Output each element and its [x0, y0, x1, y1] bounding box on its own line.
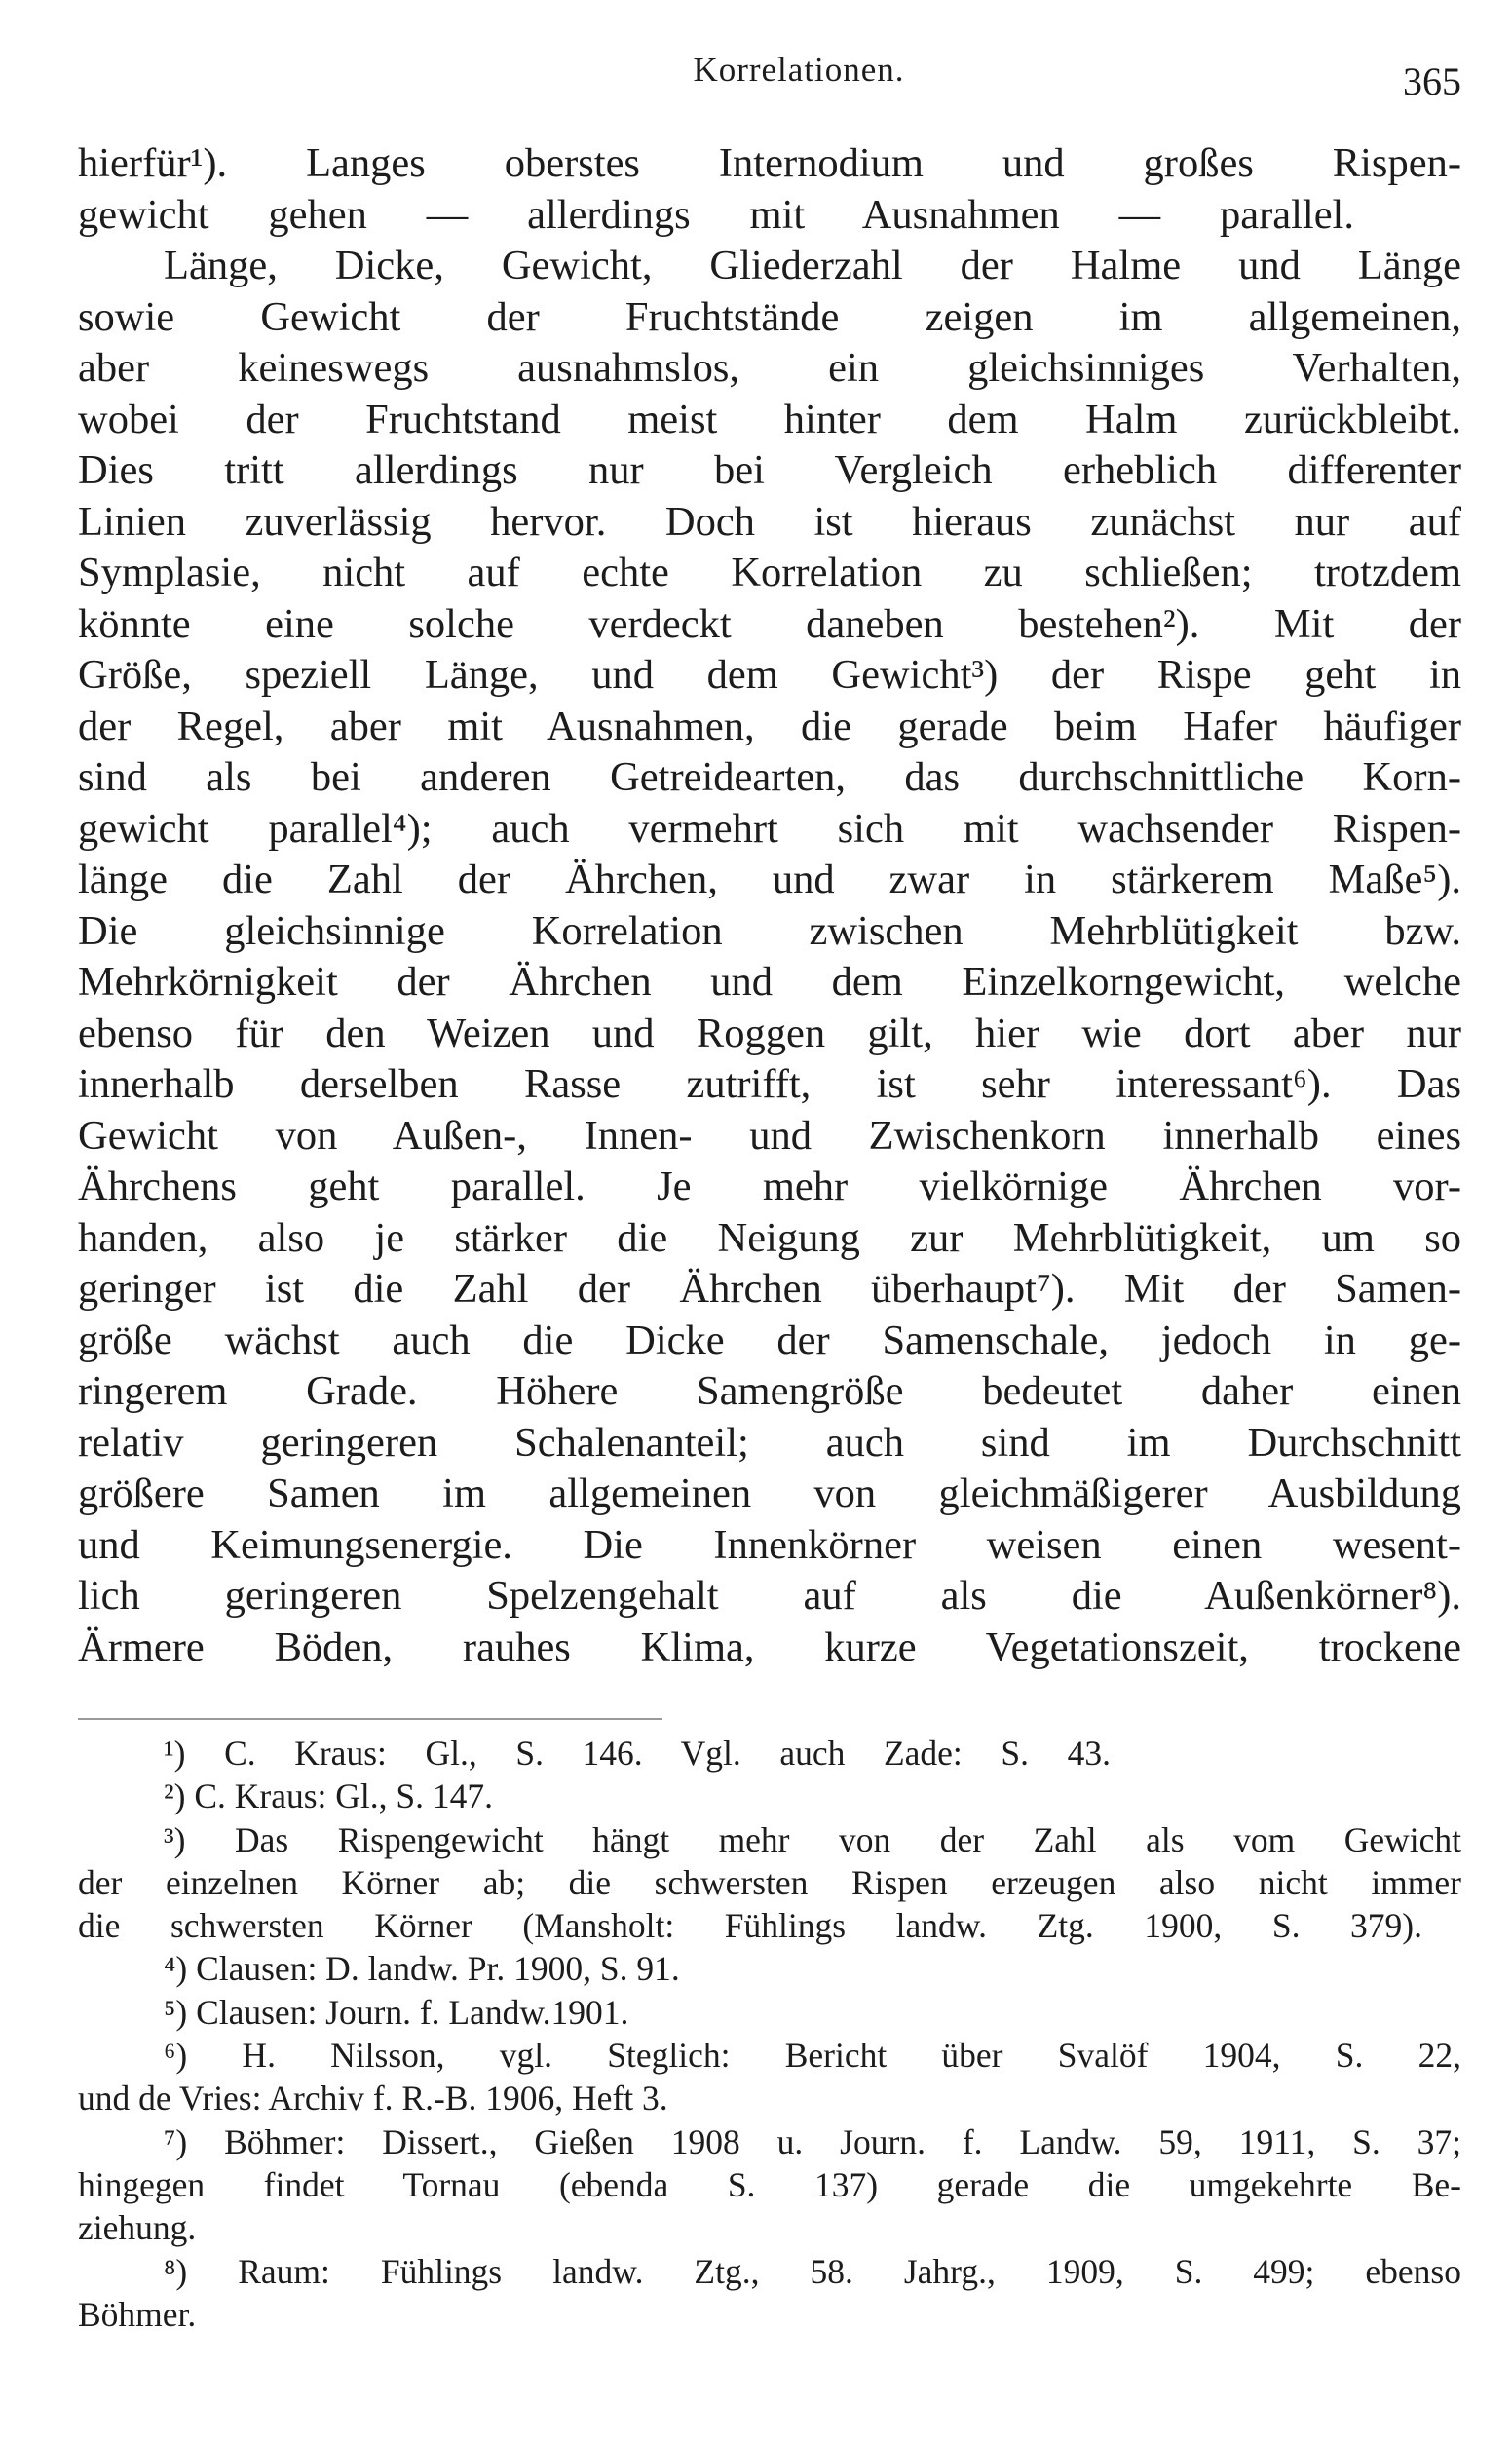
text-line: sowie Gewicht der Fruchtstände zeigen im allgemeinen, [78, 293, 1461, 340]
footnote-line: ziehung. [78, 2208, 197, 2248]
page-header [78, 51, 1461, 109]
footnote-divider [78, 1718, 662, 1720]
text-line: Gewicht von Außen-, Innen- und Zwischenkorn innerhalb eines [78, 1112, 1461, 1159]
text-line: größere Samen im allgemeinen von gleichmäßigerer Ausbildung [78, 1470, 1461, 1516]
body-text [78, 138, 1461, 1673]
text-line: Linien zuverlässig hervor. Doch ist hieraus zunächst nur auf [78, 498, 1461, 545]
text-line: Ährchens geht parallel. Je mehr vielkörnige Ährchen vor- [78, 1164, 1461, 1209]
footnote-line: ⁴) Clausen: D. landw. Pr. 1900, S. 91. [164, 1949, 680, 1989]
text-line: innerhalb derselben Rasse zutrifft, ist sehr interessant⁶). Das [78, 1061, 1461, 1107]
text-line: ebenso für den Weizen und Roggen gilt, hier wie dort aber nur [78, 1010, 1461, 1056]
running-title: Korrelationen. [693, 51, 905, 89]
text-line: handen, also je stärker die Neigung zur Mehrblütigkeit, um so [78, 1214, 1461, 1261]
footnote-line: hingegen findet Tornau (ebenda S. 137) gerade die umgekehrte Be- [78, 2164, 1461, 2204]
text-line: Symplasie, nicht auf echte Korrelation zu schließen; trotzdem [78, 550, 1461, 595]
footnote-line: und de Vries: Archiv f. R.-B. 1906, Heft 3. [78, 2079, 668, 2119]
text-line: lich geringeren Spelzengehalt auf als die Außenkörner⁸). [78, 1573, 1461, 1619]
text-line: geringer ist die Zahl der Ährchen überhaupt⁷). Mit der Samen- [78, 1266, 1461, 1312]
text-line: Ärmere Böden, rauhes Klima, kurze Vegetationszeit, trockene [78, 1623, 1461, 1670]
footnote-line: ⁸) Raum: Fühlings landw. Ztg., 58. Jahrg., 1909, S. 499; ebenso [164, 2251, 1461, 2291]
footnote-line: ⁷) Böhmer: Dissert., Gießen 1908 u. Journ. f. Landw. 59, 1911, S. 37; [164, 2121, 1461, 2161]
text-line: Größe, speziell Länge, und dem Gewicht³) der Rispe geht in [78, 652, 1461, 698]
footnotes [78, 1732, 1461, 2336]
text-line: wobei der Fruchtstand meist hinter dem Halm zurückbleibt. [78, 396, 1461, 442]
footnote-line: ⁶) H. Nilsson, vgl. Steglich: Bericht über Svalöf 1904, S. 22, [164, 2036, 1461, 2076]
footnote-line: der einzelnen Körner ab; die schwersten Rispen erzeugen also nicht immer [78, 1862, 1461, 1902]
text-line: gewicht parallel⁴); auch vermehrt sich mit wachsender Rispen- [78, 805, 1461, 852]
text-line: ringerem Grade. Höhere Samengröße bedeutet daher einen [78, 1368, 1461, 1414]
text-line: sind als bei anderen Getreidearten, das durchschnittliche Korn- [78, 754, 1461, 800]
footnote-line: Böhmer. [78, 2294, 197, 2334]
text-line: könnte eine solche verdeckt daneben bestehen²). Mit der [78, 600, 1461, 647]
text-line: gewicht gehen — allerdings mit Ausnahmen — parallel. [78, 191, 1354, 238]
text-line: Dies tritt allerdings nur bei Vergleich erheblich differenter [78, 447, 1461, 493]
text-line: der Regel, aber mit Ausnahmen, die gerade beim Hafer häufiger [78, 703, 1461, 749]
text-line: Mehrkörnigkeit der Ährchen und dem Einzelkorngewicht, welche [78, 959, 1461, 1005]
text-line: länge die Zahl der Ährchen, und zwar in stärkerem Maße⁵). [78, 857, 1461, 902]
footnote-line: ⁵) Clausen: Journ. f. Landw.1901. [164, 1992, 629, 2032]
page-number: 365 [1403, 59, 1461, 103]
text-line: und Keimungsenergie. Die Innenkörner weisen einen wesent- [78, 1521, 1461, 1568]
text-line: Die gleichsinnige Korrelation zwischen Mehrblütigkeit bzw. [78, 907, 1461, 954]
text-line: hierfür¹). Langes oberstes Internodium und großes Rispen- [78, 140, 1461, 186]
text-line: größe wächst auch die Dicke der Samenschale, jedoch in ge- [78, 1317, 1461, 1363]
text-line: Länge, Dicke, Gewicht, Gliederzahl der Halme und Länge [164, 243, 1461, 288]
text-line: relativ geringeren Schalenanteil; auch sind im Durchschnitt [78, 1419, 1461, 1466]
footnote-line: ²) C. Kraus: Gl., S. 147. [164, 1776, 494, 1816]
text-line: aber keineswegs ausnahmslos, ein gleichsinniges Verhalten, [78, 345, 1461, 391]
footnote-line: ¹) C. Kraus: Gl., S. 146. Vgl. auch Zade: S. 43. [164, 1734, 1111, 1773]
footnote-line: die schwersten Körner (Mansholt: Fühlings landw. Ztg. 1900, S. 379). [78, 1906, 1422, 1946]
footnote-line: ³) Das Rispengewicht hängt mehr von der Zahl als vom Gewicht [164, 1819, 1461, 1859]
